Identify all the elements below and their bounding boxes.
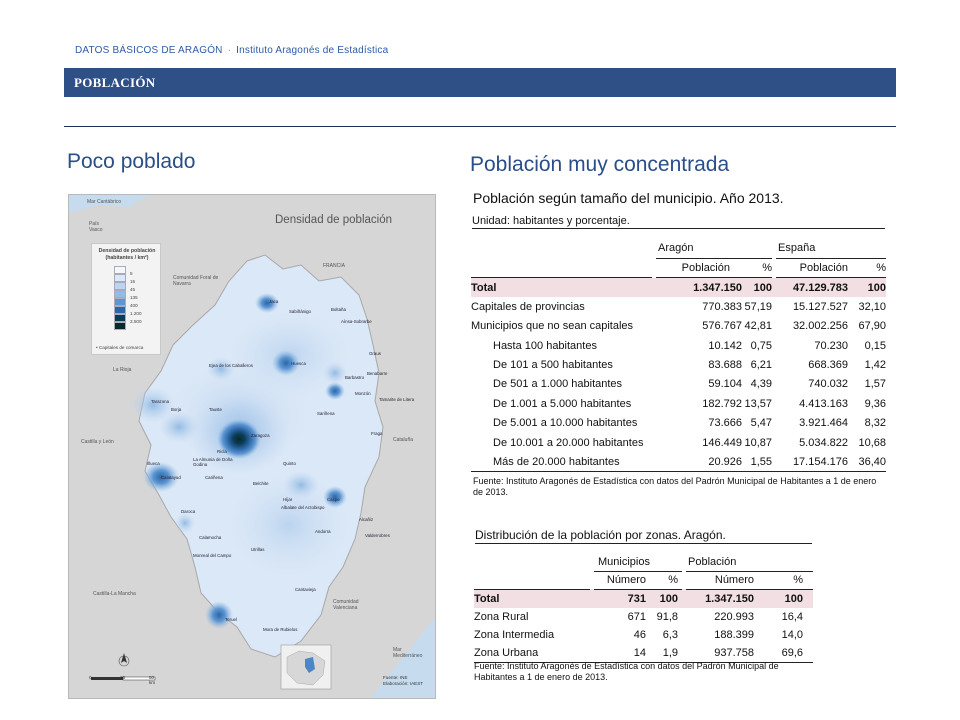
row-label: Zona Urbana (474, 644, 590, 662)
cell: 14,0 (781, 628, 803, 641)
table-row (471, 452, 886, 471)
scale-label: 50 km (149, 675, 156, 685)
cell: 1,55 (742, 452, 772, 471)
town-label: Quinto (283, 461, 296, 466)
cell: 67,90 (858, 320, 886, 333)
scale-label: 0 (89, 675, 92, 680)
region-label: Castilla-La Mancha (93, 591, 136, 597)
cell: 740.032 (808, 378, 848, 391)
cell: 13,57 (744, 397, 772, 410)
group-header-aragon: Aragón (656, 239, 772, 258)
table2 (474, 553, 813, 663)
cell: 668.369 (808, 359, 848, 372)
legend-level: 135 (130, 295, 138, 300)
table-row (474, 589, 813, 607)
cell: 5,47 (750, 417, 772, 430)
town-label: Graus (369, 351, 381, 356)
table-row (471, 297, 886, 316)
kicker-separator: · (227, 45, 232, 56)
cell: 10,87 (744, 436, 772, 449)
table1-note: Fuente: Instituto Aragonés de Estadística con datos del Padrón Municipal de Habitantes a 1 de enero de 2013. (473, 476, 877, 497)
row-label: De 10.001 a 20.000 habitantes (493, 436, 644, 449)
table-sub-header (471, 258, 886, 277)
cell: 10.142 (708, 339, 742, 352)
table-row (471, 394, 886, 413)
region-label: Cataluña (393, 437, 414, 443)
cell: 100 (659, 592, 678, 605)
cell: 3.921.464 (799, 417, 848, 430)
row-label: Más de 20.000 habitantes (471, 452, 652, 471)
col-header: Número (686, 571, 758, 589)
cell: 6,3 (662, 628, 678, 641)
header-divider (64, 126, 896, 127)
cell: 15.127.527 (792, 300, 848, 313)
map-legend (91, 243, 161, 355)
town-label: Huesca (291, 361, 306, 366)
table1 (471, 239, 886, 472)
cell: 100 (867, 281, 886, 294)
cell: 16,4 (781, 610, 803, 623)
legend-capitals: • Capitales de comarca (96, 345, 144, 350)
town-label: Utrillas (251, 547, 265, 552)
legend-swatch (114, 306, 126, 314)
table1-title: Población según tamaño del municipio. Año 2013. (473, 190, 784, 206)
region-label: Comunidad Valenciana (333, 599, 359, 611)
town-label: Tamarite de Litera (379, 397, 415, 402)
cell: 4.413.163 (799, 397, 848, 410)
town-label: Calatayud (161, 475, 181, 480)
legend-swatch (114, 266, 126, 274)
cell: 1.347.150 (693, 281, 742, 294)
table-row (474, 644, 813, 662)
town-label: Fraga (371, 431, 383, 436)
cell: 731 (627, 592, 646, 605)
row-label: De 501 a 1.000 habitantes (493, 378, 623, 391)
cell: 1,42 (864, 359, 886, 372)
cell: 14 (594, 644, 646, 662)
row-label: Zona Intermedia (474, 628, 555, 641)
table-sub-header (474, 571, 813, 589)
town-label: Cariñena (205, 475, 223, 480)
legend-level: 3.500 (130, 319, 142, 324)
town-label: Benabarre (367, 371, 388, 376)
row-label: Zona Rural (474, 610, 529, 623)
town-label: Calamocha (199, 535, 222, 540)
cell: 1,57 (864, 378, 886, 391)
row-label: Hasta 100 habitantes (493, 339, 597, 352)
table-row (471, 336, 886, 355)
group-header-poblacion: Población (686, 553, 813, 571)
legend-level: 15 (130, 279, 136, 284)
table-row (471, 278, 886, 297)
town-label: Híjar (283, 497, 293, 502)
cell: 1,9 (646, 644, 682, 662)
town-label: Aínsa-Sobrarbe (341, 319, 372, 324)
cell: 1.347.150 (705, 592, 754, 605)
cell: 42,81 (744, 320, 772, 333)
region-label: Castilla y León (81, 439, 114, 445)
north-arrow (119, 653, 129, 666)
section-title: POBLACIÓN (74, 75, 156, 90)
table-group-header (474, 553, 813, 571)
cell: 188.399 (714, 628, 754, 641)
col-header: % (742, 258, 772, 277)
cell: 182.792 (702, 397, 742, 410)
town-label: Ejea de los Caballeros (209, 363, 253, 368)
cell: 0,15 (864, 339, 886, 352)
cell: 73.666 (708, 417, 742, 430)
cell: 32,10 (858, 300, 886, 313)
town-label: Sabiñánigo (289, 309, 311, 314)
region-label: FRANCIA (323, 263, 345, 269)
cell: 4,39 (750, 378, 772, 391)
town-label: Ricla (217, 449, 227, 454)
row-label: Capitales de provincias (471, 300, 585, 313)
table1-unit: Unidad: habitantes y porcentaje. (472, 215, 885, 229)
town-label: Borja (171, 407, 182, 412)
row-label: De 101 a 500 habitantes (493, 359, 613, 372)
cell: 91,8 (656, 610, 678, 623)
region-label: País Vasco (89, 221, 103, 233)
town-label: Illueca (147, 461, 160, 466)
legend-swatch (114, 298, 126, 306)
section-bar (64, 68, 896, 97)
col-header: Población (656, 258, 742, 277)
cell: 57,19 (744, 300, 772, 313)
cell: 770.383 (702, 300, 742, 313)
legend-swatch (114, 282, 126, 290)
town-label: Cantavieja (295, 587, 316, 592)
cell: 220.993 (714, 610, 754, 623)
legend-level: 5 (130, 271, 133, 276)
town-label: La Almunia de Doña Godina (193, 457, 233, 467)
group-header-municipios: Municipios (594, 553, 682, 571)
town-label: Boltaña (331, 307, 346, 312)
town-label: Jaca (269, 299, 279, 304)
cell: 576.767 (702, 320, 742, 333)
legend-level: 1.200 (130, 311, 142, 316)
town-label: Daroca (181, 509, 196, 514)
town-label: Belchite (253, 481, 269, 486)
table2-title: Distribución de la población por zonas. Aragón. (475, 528, 812, 544)
town-label: Caspe (327, 497, 340, 502)
cell: 671 (627, 610, 646, 623)
scale-label: 25 (120, 675, 126, 680)
table-row (471, 317, 886, 336)
town-label: Albalate del Arzobispo (281, 505, 325, 510)
right-heading: Población muy concentrada (470, 153, 730, 176)
cell: 100 (753, 281, 772, 294)
kicker-institute: Instituto Aragonés de Estadística (236, 45, 389, 56)
legend-swatch (114, 314, 126, 322)
cell: 46 (633, 628, 646, 641)
legend-level: 45 (130, 287, 136, 292)
table-row (471, 355, 886, 374)
cell: 20.926 (656, 452, 742, 471)
row-label: De 1.001 a 5.000 habitantes (493, 397, 632, 410)
cell: 5.034.822 (799, 436, 848, 449)
cell: 9,36 (864, 397, 886, 410)
table-row (474, 626, 813, 644)
region-label: La Rioja (113, 367, 132, 373)
cell: 70.230 (814, 339, 848, 352)
table2-note: Fuente: Instituto Aragonés de Estadística con datos del Padrón Municipal de Habitantes a 1 de enero de 2013. (474, 661, 779, 682)
map-source-line: Fuente: INE (383, 675, 408, 680)
group-header-espana: España (776, 239, 886, 258)
cell: 83.688 (708, 359, 742, 372)
region-label: Mar Mediterráneo (393, 647, 423, 659)
left-heading: Poco poblado (67, 150, 196, 173)
map-source (383, 675, 423, 687)
col-header: Número (594, 571, 646, 589)
town-label: Teruel (225, 617, 237, 622)
table-row (471, 414, 886, 433)
town-label: Zaragoza (251, 433, 270, 438)
cell: 47.129.783 (792, 281, 848, 294)
legend-swatch (114, 290, 126, 298)
region-label: Comunidad Foral de Navarra (173, 275, 219, 287)
town-label: Sariñena (317, 411, 335, 416)
col-header: % (758, 571, 813, 589)
cell: 937.758 (686, 644, 758, 662)
row-label: Total (474, 592, 500, 605)
region-label: Mar Cantábrico (87, 199, 122, 205)
table-row (474, 608, 813, 626)
town-label: Tarazona (151, 399, 170, 404)
town-label: Mora de Rubielos (263, 627, 298, 632)
cell: 69,6 (758, 644, 813, 662)
legend-swatch (114, 274, 126, 282)
col-header: Población (776, 258, 848, 277)
col-header: % (848, 258, 886, 277)
legend-title: Densidad de población (habitantes / km²) (98, 248, 156, 261)
col-header: % (646, 571, 682, 589)
cell: 146.449 (702, 436, 742, 449)
density-map (68, 194, 436, 699)
cell: 17.154.176 (776, 452, 848, 471)
table-group-header (471, 239, 886, 258)
cell: 59.104 (708, 378, 742, 391)
legend-swatch (114, 322, 126, 330)
table-row (471, 433, 886, 452)
town-label: Andorra (315, 529, 331, 534)
cell: 32.002.256 (792, 320, 848, 333)
kicker-title: DATOS BÁSICOS DE ARAGÓN (75, 45, 223, 56)
town-label: Valderrobres (365, 533, 390, 538)
town-label: Monzón (355, 391, 371, 396)
map-source-line: Elaboración: IAEST (383, 681, 424, 686)
town-label: Barbastro (345, 375, 365, 380)
town-label: Tauste (209, 407, 222, 412)
row-label: Total (471, 281, 497, 294)
map-title: Densidad de población (275, 214, 393, 226)
document-kicker (75, 45, 388, 56)
town-label: Alcañiz (359, 517, 374, 522)
cell: 8,32 (864, 417, 886, 430)
cell: 100 (784, 592, 803, 605)
cell: 10,68 (858, 436, 886, 449)
town-label: Monreal del Campo (193, 553, 232, 558)
cell: 36,40 (848, 452, 886, 471)
legend-level: 400 (130, 303, 138, 308)
table-row (471, 375, 886, 394)
row-label: Municipios que no sean capitales (471, 320, 634, 333)
row-label: De 5.001 a 10.000 habitantes (493, 417, 638, 430)
cell: 0,75 (750, 339, 772, 352)
cell: 6,21 (750, 359, 772, 372)
